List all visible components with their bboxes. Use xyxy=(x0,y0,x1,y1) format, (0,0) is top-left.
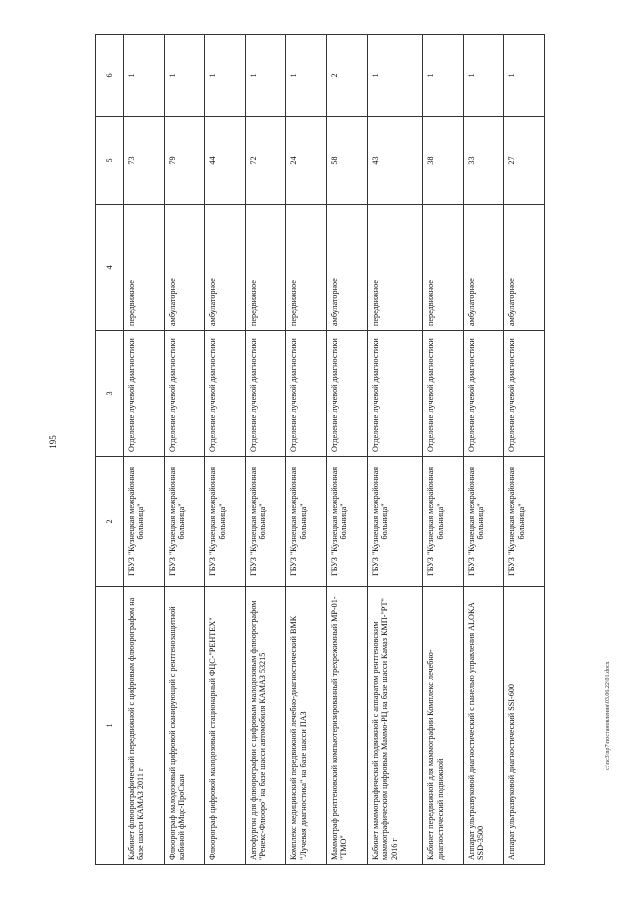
value-col-5: 38 xyxy=(423,117,464,205)
page-number: 195 xyxy=(48,435,58,449)
department: Отделение лучевой диагностики xyxy=(205,331,246,457)
owner: ГБУЗ "Кузнецкая межрайонная больница" xyxy=(164,457,205,587)
equipment-type: амбулаторное xyxy=(463,205,504,331)
value-col-5: 73 xyxy=(124,117,165,205)
table-row xyxy=(367,35,422,865)
equipment-name: Аппарат ультразвуковой диагностический с панелью управления ALOKA SSD-3500 xyxy=(463,587,504,865)
equipment-type: амбулаторное xyxy=(327,205,368,331)
owner: ГБУЗ "Кузнецкая межрайонная больница" xyxy=(124,457,165,587)
header-col-5: 5 xyxy=(96,117,124,205)
table-row xyxy=(164,35,205,865)
department: Отделение лучевой диагностики xyxy=(463,331,504,457)
value-col-6: 1 xyxy=(286,35,327,117)
equipment-type: передвижное xyxy=(423,205,464,331)
equipment-name: Флюорограф малодозовый цифровой сканирующий с рентгенозащитной кабиной фМцс-ПроСкан xyxy=(164,587,205,865)
value-col-6: 1 xyxy=(245,35,286,117)
owner: ГБУЗ "Кузнецкая межрайонная больница" xyxy=(327,457,368,587)
table-row xyxy=(423,35,464,865)
value-col-5: 72 xyxy=(245,117,286,205)
table-row xyxy=(504,35,545,865)
equipment-type: амбулаторное xyxy=(504,205,545,331)
department: Отделение лучевой диагностики xyxy=(423,331,464,457)
value-col-6: 2 xyxy=(327,35,368,117)
value-col-6: 1 xyxy=(164,35,205,117)
value-col-5: 58 xyxy=(327,117,368,205)
table-row xyxy=(327,35,368,865)
equipment-table xyxy=(95,34,545,865)
value-col-5: 44 xyxy=(205,117,246,205)
owner: ГБУЗ "Кузнецкая межрайонная больница" xyxy=(504,457,545,587)
table-row xyxy=(205,35,246,865)
owner: ГБУЗ "Кузнецкая межрайонная больница" xyxy=(205,457,246,587)
department: Отделение лучевой диагностики xyxy=(286,331,327,457)
value-col-5: 27 xyxy=(504,117,545,205)
equipment-name: Автофургон для флюорографии с цифровым малодозовым флюорографом "Ренекс-Флюоро" на базе шасси автомобиля КАМАЗ 53215 xyxy=(245,587,286,865)
owner: ГБУЗ "Кузнецкая межрайонная больница" xyxy=(286,457,327,587)
value-col-5: 79 xyxy=(164,117,205,205)
header-col-4: 4 xyxy=(96,205,124,331)
owner: ГБУЗ "Кузнецкая межрайонная больница" xyxy=(423,457,464,587)
equipment-table-container xyxy=(95,35,545,865)
department: Отделение лучевой диагностики xyxy=(164,331,205,457)
equipment-type: амбулаторное xyxy=(205,205,246,331)
equipment-type: передвижное xyxy=(286,205,327,331)
value-col-6: 1 xyxy=(463,35,504,117)
header-col-3: 3 xyxy=(96,331,124,457)
header-col-2: 2 xyxy=(96,457,124,587)
value-col-6: 1 xyxy=(205,35,246,117)
value-col-5: 43 xyxy=(367,117,422,205)
table-header-row xyxy=(96,35,124,865)
equipment-name: Маммограф рентгеновский компьютеризированный трехрежимный МР-01-"ТМО" xyxy=(327,587,368,865)
equipment-name: Аппарат ультразвуковой диагностический SSI-600 xyxy=(504,587,545,865)
table-body xyxy=(124,35,545,865)
equipment-type: передвижное xyxy=(124,205,165,331)
owner: ГБУЗ "Кузнецкая межрайонная больница" xyxy=(367,457,422,587)
equipment-type: передвижное xyxy=(245,205,286,331)
department: Отделение лучевой диагностики xyxy=(367,331,422,457)
department: Отделение лучевой диагностики xyxy=(245,331,286,457)
table-row xyxy=(245,35,286,865)
owner: ГБУЗ "Кузнецкая межрайонная больница" xyxy=(245,457,286,587)
value-col-5: 24 xyxy=(286,117,327,205)
value-col-6: 1 xyxy=(367,35,422,117)
equipment-type: амбулаторное xyxy=(164,205,205,331)
footer-file-path: c:\nc3\np7\постановления\03.06.22\01.docx xyxy=(605,661,611,770)
header-col-6: 6 xyxy=(96,35,124,117)
table-row xyxy=(286,35,327,865)
table-row xyxy=(463,35,504,865)
department: Отделение лучевой диагностики xyxy=(124,331,165,457)
equipment-name: Кабинет маммографический подвижной с аппаратом рентгеновским маммографическим цифровым Маммо-РЦ на базе шасси Камаз КМП-"РТ" 2016 г xyxy=(367,587,422,865)
value-col-6: 1 xyxy=(504,35,545,117)
equipment-name: Флюорограф цифровой малодозовый стационарный ФЦС-"РЕНТЕХ" xyxy=(205,587,246,865)
department: Отделение лучевой диагностики xyxy=(327,331,368,457)
equipment-name: Кабинет передвижной для маммографии Комплекс лечебно-диагностический подвижной xyxy=(423,587,464,865)
table-row xyxy=(124,35,165,865)
department: Отделение лучевой диагностики xyxy=(504,331,545,457)
value-col-6: 1 xyxy=(423,35,464,117)
equipment-type: передвижное xyxy=(367,205,422,331)
equipment-name: Кабинет флюорографический передвижной с цифровым флюорографом на базе шасси КАМАЗ 2011 г xyxy=(124,587,165,865)
value-col-5: 33 xyxy=(463,117,504,205)
owner: ГБУЗ "Кузнецкая межрайонная больница" xyxy=(463,457,504,587)
equipment-name: Комплекс медицинский передвижной лечебно-диагностический ВМК "Лучевая диагностика" на базе шасси ПАЗ xyxy=(286,587,327,865)
header-col-1: 1 xyxy=(96,587,124,865)
value-col-6: 1 xyxy=(124,35,165,117)
